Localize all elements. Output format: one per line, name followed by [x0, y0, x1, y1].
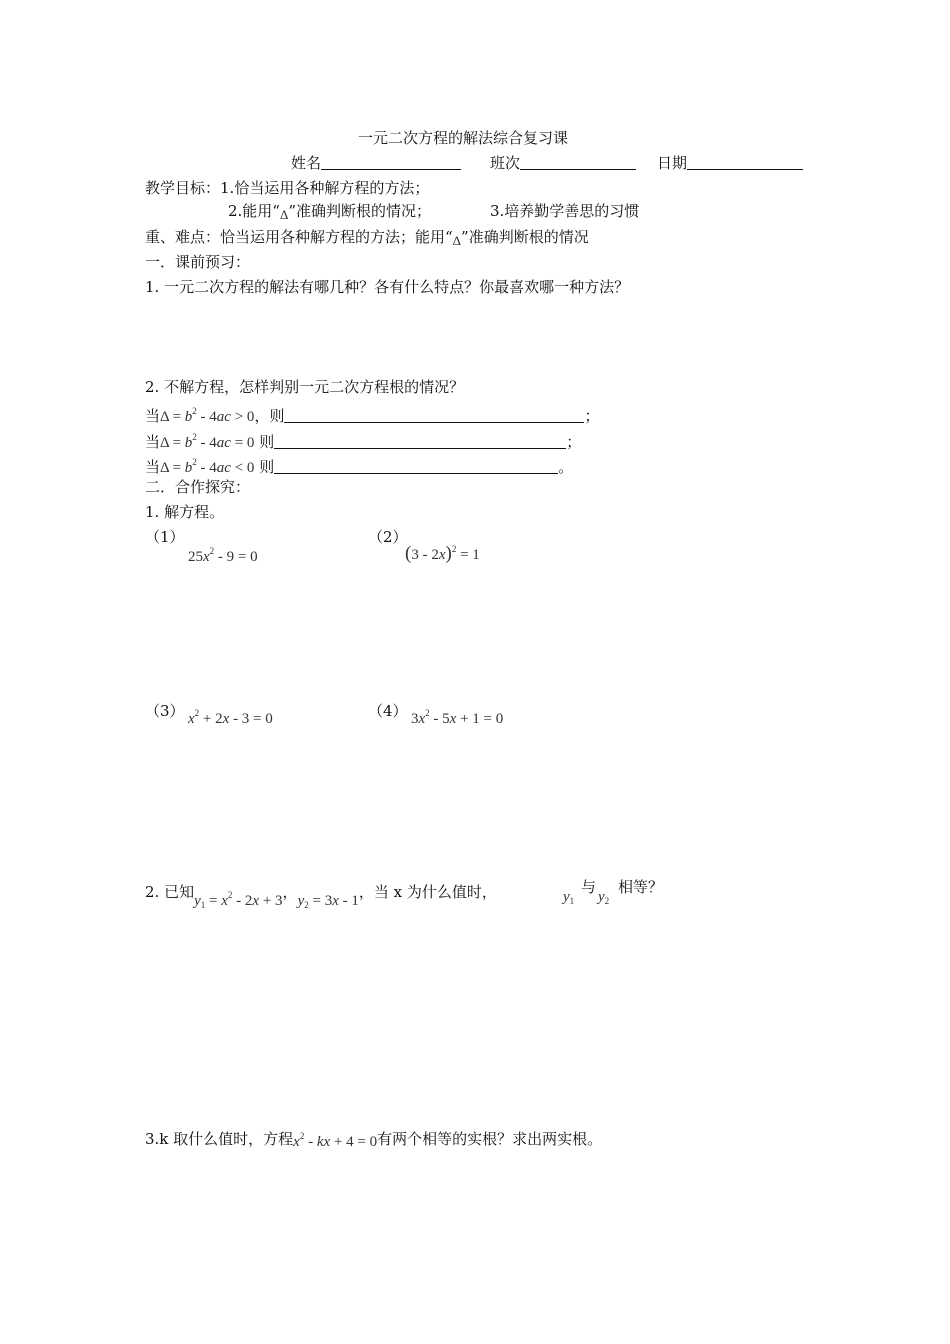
- objective-2-pre: 2.能用“: [228, 202, 280, 220]
- equation-1-label: （1）: [145, 528, 185, 546]
- y1-symbol: $y_1$: [563, 889, 575, 906]
- objective-1: 1.恰当运用各种解方程的方法；: [220, 179, 430, 197]
- delta-symbol: Δ: [452, 233, 462, 248]
- y2-definition: $y_2 = 3x - 1$: [297, 893, 359, 910]
- name-field: [291, 153, 461, 173]
- name-blank: [321, 154, 461, 170]
- objective-2-post: ”准确判断根的情况；: [288, 202, 432, 220]
- equation-2-label: （2）: [368, 528, 408, 546]
- class-field: [490, 153, 636, 173]
- section2-heading: 二．合作探究：: [145, 478, 251, 496]
- page-title: 一元二次方程的解法综合复习课: [358, 129, 569, 147]
- delta-symbol: Δ: [279, 207, 289, 222]
- key-points: [145, 227, 589, 251]
- and-word: 与: [581, 878, 597, 896]
- key-points-post: ”准确判断根的情况: [461, 228, 589, 246]
- objective-3: 3.培养勤学善思的习惯: [490, 202, 640, 220]
- y2-symbol: $y_2$: [598, 889, 610, 906]
- case-row: 当$\Delta = b^2 - 4ac < 0$ 则 。: [145, 457, 574, 476]
- y1-definition: $y_1 = x^2 - 2x + 3$: [194, 890, 283, 910]
- objectives-label: 教学目标：: [145, 179, 221, 197]
- section2-question-3: 3.k 取什么值时，方程$x^2$ - kx + 4 = 0有两个相等的实根？求出两实根。: [145, 1130, 603, 1150]
- equation-4-label: （4）: [368, 702, 408, 720]
- case-row: 当$\Delta = b^2 - 4ac = 0$ 则 ；: [145, 432, 582, 451]
- quadratic-equation: $x^2$ - kx + 4 = 0: [293, 1131, 378, 1150]
- answer-blank: [274, 433, 566, 449]
- class-label: 班次: [490, 154, 521, 172]
- objectives-line1: [145, 178, 429, 198]
- objectives-line2: [228, 201, 431, 225]
- discriminant-formula: $\Delta = b^2 - 4ac$: [160, 457, 231, 476]
- date-label: 日期: [657, 154, 688, 172]
- date-blank: [687, 154, 803, 170]
- section2-question-2: 2. 已知$y_1 = x^2 - 2x + 3$，$y_2 = 3x - 1$，当 x 为什么值时，: [145, 883, 497, 910]
- answer-blank: [274, 458, 558, 474]
- equation-4: $3x^2 - 5x + 1 = 0$: [411, 708, 504, 727]
- equation-3: $x^2 + 2x - 3 = 0$: [188, 708, 273, 727]
- equation-2: (3 - 2x)$^2$ = 1: [405, 543, 480, 564]
- discriminant-formula: $\Delta = b^2 - 4ac$: [160, 432, 231, 451]
- section1-heading: 一．课前预习：: [145, 253, 251, 271]
- discriminant-formula: $\Delta = b^2 - 4ac$: [160, 406, 231, 425]
- question-1: 1. 一元二次方程的解法有哪几种？各有什么特点？你最喜欢哪一种方法？: [145, 278, 630, 296]
- class-blank: [520, 154, 636, 170]
- key-points-pre: 重、难点：恰当运用各种解方程的方法；能用“: [145, 228, 453, 246]
- question-2-end: 相等？: [618, 878, 664, 896]
- name-label: 姓名: [291, 154, 322, 172]
- equation-3-label: （3）: [145, 702, 185, 720]
- answer-blank: [284, 407, 584, 423]
- date-field: [657, 153, 803, 173]
- equation-1: $25x^2 - 9 = 0$: [188, 546, 258, 565]
- case-row: 当$\Delta = b^2 - 4ac > 0$，则 ；: [145, 406, 600, 425]
- section2-question-1: 1. 解方程。: [145, 503, 225, 521]
- question-2: 2. 不解方程，怎样判别一元二次方程根的情况？: [145, 378, 465, 396]
